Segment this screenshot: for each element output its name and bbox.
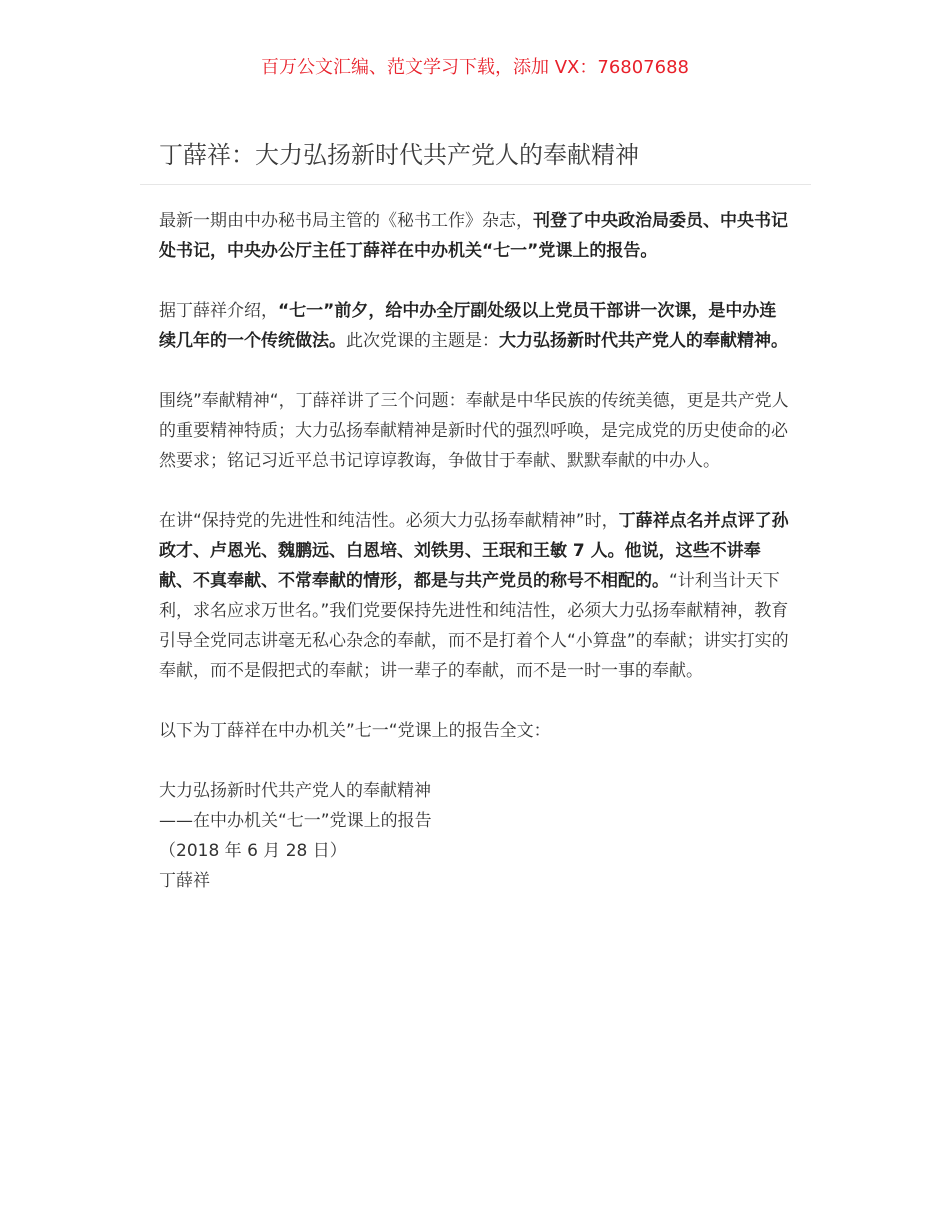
- article-title: 丁薛祥：大力弘扬新时代共产党人的奉献精神: [159, 141, 639, 169]
- report-subtitle: ——在中办机关“七一”党课上的报告: [159, 811, 432, 831]
- paragraph-background: [159, 296, 791, 356]
- background-bold-2: 大力弘扬新时代共产党人的奉献精神。: [499, 331, 788, 351]
- critique-bold: 丁薛祥点名并点评了孙政才、卢恩光、魏鹏远、白恩培、刘铁男、王珉和王敏 7 人。他说，这些不讲奉献、不真奉献、不常奉献的情形，都是与共产党员的称号不相配的。: [159, 511, 789, 591]
- article-body: [159, 206, 791, 896]
- background-bold-1: “七一”前夕，给中办全厅副处级以上党员干部讲一次课，是中办连续几年的一个传统做法。: [159, 301, 777, 351]
- intro-bold-text: 刊登了中央政治局委员、中央书记处书记，中央办公厅主任丁薛祥在中办机关“七一”党课上的报告。: [159, 211, 788, 261]
- title-divider: [140, 184, 811, 185]
- critique-text-2: “计利当计天下利，求名应求万世名。”我们党要保持先进性和纯洁性，必须大力弘扬奉献精神，教育引导全党同志讲毫无私心杂念的奉献，而不是打着个人“小算盘”的奉献；讲实打实的奉献，而不是假把式的奉献；讲一辈子的奉献，而不是一时一事的奉献。: [159, 571, 789, 681]
- report-header: [159, 776, 791, 896]
- report-date: （2018 年 6 月 28 日）: [159, 841, 347, 861]
- report-title: 大力弘扬新时代共产党人的奉献精神: [159, 781, 431, 801]
- background-text-1: 据丁薛祥介绍，: [159, 301, 278, 321]
- promo-banner: 百万公文汇编、范文学习下载，添加 VX：76807688: [261, 57, 689, 78]
- critique-text-1: 在讲“保持党的先进性和纯洁性。必须大力弘扬奉献精神”时，: [159, 511, 619, 531]
- paragraph-critique: [159, 506, 791, 686]
- paragraph-fulltext-lead: 以下为丁薛祥在中办机关”七一“党课上的报告全文：: [159, 721, 551, 741]
- intro-text: 最新一期由中办秘书局主管的《秘书工作》杂志，: [159, 211, 533, 231]
- paragraph-intro: [159, 206, 791, 266]
- background-text-2: 此次党课的主题是：: [346, 331, 499, 351]
- report-author: 丁薛祥: [159, 871, 210, 891]
- paragraph-three-issues: 围绕”奉献精神“，丁薛祥讲了三个问题：奉献是中华民族的传统美德，更是共产党人的重要精神特质；大力弘扬奉献精神是新时代的强烈呼唤，是完成党的历史使命的必然要求；铭记习近平总书记谆谆教诲，争做甘于奉献、默默奉献的中办人。: [159, 391, 789, 471]
